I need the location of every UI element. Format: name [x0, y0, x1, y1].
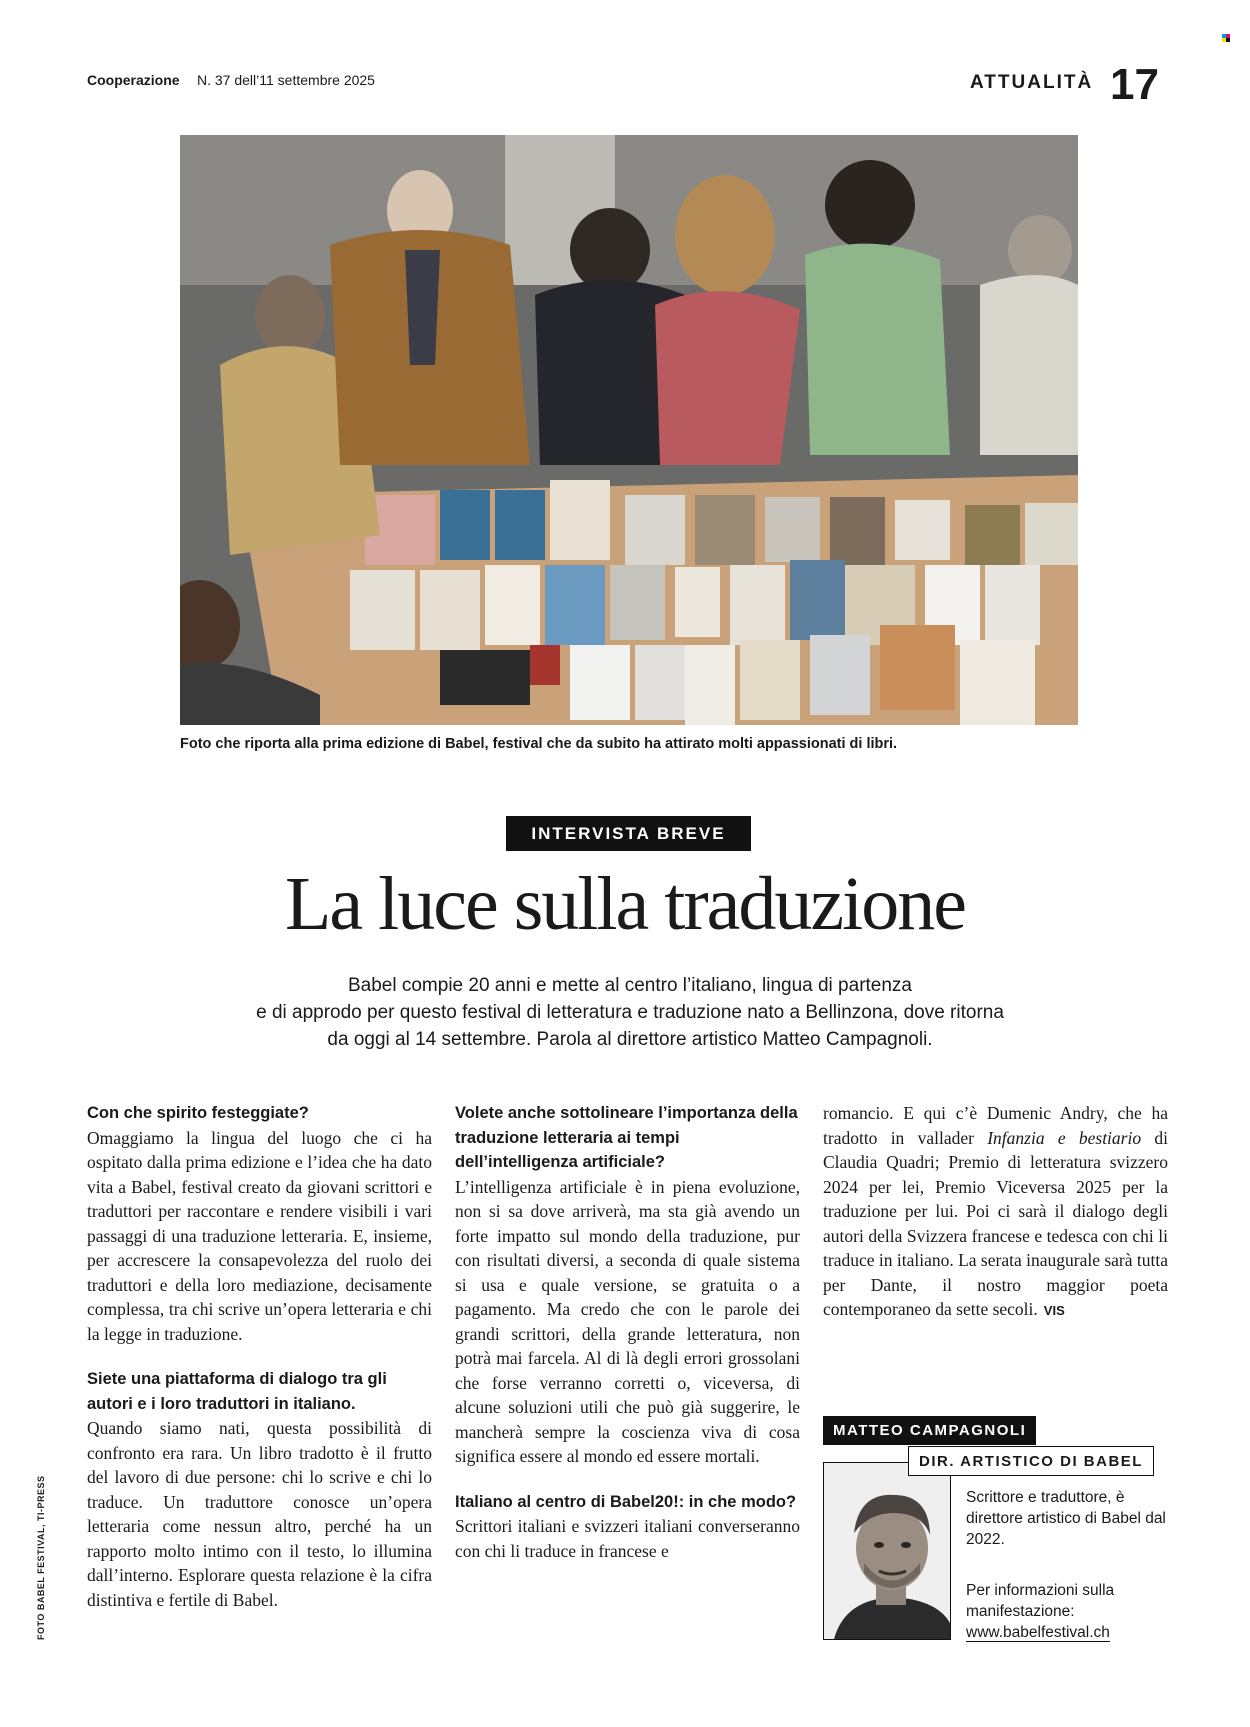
portrait-illustration [824, 1463, 950, 1639]
lede-line: Babel compie 20 anni e mette al centro l’italiano, lingua di partenza [347, 975, 913, 996]
issue-info: N. 37 dell’11 settembre 2025 [197, 72, 375, 88]
print-color-mark [1222, 34, 1230, 42]
bio-description: Scrittore e traduttore, è direttore artistico di Babel dal 2022. [966, 1489, 1166, 1548]
interview-question: Con che spirito festeggiate? [87, 1104, 309, 1122]
bio-name-label: MATTEO CAMPAGNOLI [823, 1416, 1036, 1445]
article-column-2 [455, 1101, 800, 1563]
interview-answer-continued [823, 1101, 1168, 1322]
page-number: 17 [1110, 60, 1159, 109]
interview-answer: Omaggiamo la lingua del luogo che ci ha ospitato dalla prima edizione e l’idea che ha dato vita a Babel, festival creato da giovani scrittori e traduttori per raccontare e rendere visibili i vari passaggi di una traduzione letteraria. E, insieme, per accrescere la consapevolezza del ruolo dei traduttori e della loro mediazione, decisamente complessa, tra chi scrive un’opera letteraria e chi la legge in traduzione. [87, 1127, 432, 1344]
article-headline: La luce sulla traduzione [284, 862, 965, 946]
author-signature: VIS [1043, 1303, 1065, 1318]
photo-credit: FOTO BABEL FESTIVAL, TI-PRESS [36, 1475, 46, 1640]
answer-text: di Claudia Quadri; Premio di letteratura svizzero 2024 per lei, Premio Viceversa 2025 per la traduzione per lui. Poi ci sarà il dialogo degli autori della Svizzera francese e tedesca con chi li traduce in italiano. La serata inaugurale sarà tutta per Dante, il nostro maggior poeta contemporaneo da sette secoli. [823, 1127, 1168, 1319]
info-label: Per informazioni sulla manifestazione: [966, 1582, 1115, 1620]
interview-question: Siete una piattaforma di dialogo tra gli autori e i loro traduttori in italiano. [87, 1370, 387, 1413]
section-name: ATTUALITÀ [970, 72, 1094, 93]
section-kicker: INTERVISTA BREVE [506, 816, 751, 851]
bio-role-label: DIR. ARTISTICO DI BABEL [908, 1446, 1154, 1476]
festival-website-link[interactable]: www.babelfestival.ch [966, 1624, 1110, 1641]
festival-photo [180, 135, 1078, 725]
bio-info [966, 1580, 1166, 1643]
answer-text: romancio. E qui c’è Dumenic Andry, che ha tradotto in vallader [823, 1103, 1168, 1148]
lede-line: e di approdo per questo festival di letteratura e traduzione nato a Bellinzona, dove ritorna [256, 1002, 1004, 1023]
festival-photo-illustration [180, 135, 1078, 725]
book-title: Infanzia e bestiario [987, 1127, 1142, 1148]
bio-portrait [823, 1462, 951, 1640]
photo-caption: Foto che riporta alla prima edizione di Babel, festival che da subito ha attirato molti appassionati di libri. [180, 736, 898, 752]
interview-answer: Quando siamo nati, questa possibilità di confronto era rara. Un libro tradotto è il frutto del lavoro di due persone: chi lo scrive e chi lo traduce. Un traduttore conosce un’opera letteraria come nessun altro, perché ha un rapporto molto intimo con il testo, lo illumina dall’interno. Esplorare questa relazione è la cifra distintiva e fertile di Babel. [87, 1418, 432, 1610]
lede-line: da oggi al 14 settembre. Parola al direttore artistico Matteo Campagnoli. [327, 1029, 933, 1050]
article-column-3 [823, 1101, 1168, 1322]
interview-answer: L’intelligenza artificiale è in piena evoluzione, non si sa dove arriverà, ma sta già avendo un forte impatto sul mondo della traduzione, pur con risultati diversi, a seconda di quale sistema si usa e quale versione, se gratuita o a pagamento. Ma credo che con le parole dei grandi scrittori, della grande letteratura, non potrà mai farcela. Al di là degli errori grossolani che forse verranno corretti o, viceversa, di alcune soluzioni utili che può già suggerire, le mancherà sempre la coscienza viva di cosa significa essere al mondo ed essere mortali. [455, 1176, 800, 1466]
interview-question: Volete anche sottolineare l’importanza della traduzione letteraria ai tempi dell’intelligenza artificiale? [455, 1104, 798, 1171]
article-lede [180, 972, 1080, 1053]
interview-question: Italiano al centro di Babel20!: in che modo? [455, 1492, 797, 1511]
publication-name: Cooperazione [87, 72, 180, 88]
interview-answer: Scrittori italiani e svizzeri italiani converseranno con chi li traduce in francese e [455, 1516, 800, 1561]
article-column-1 [87, 1101, 432, 1612]
